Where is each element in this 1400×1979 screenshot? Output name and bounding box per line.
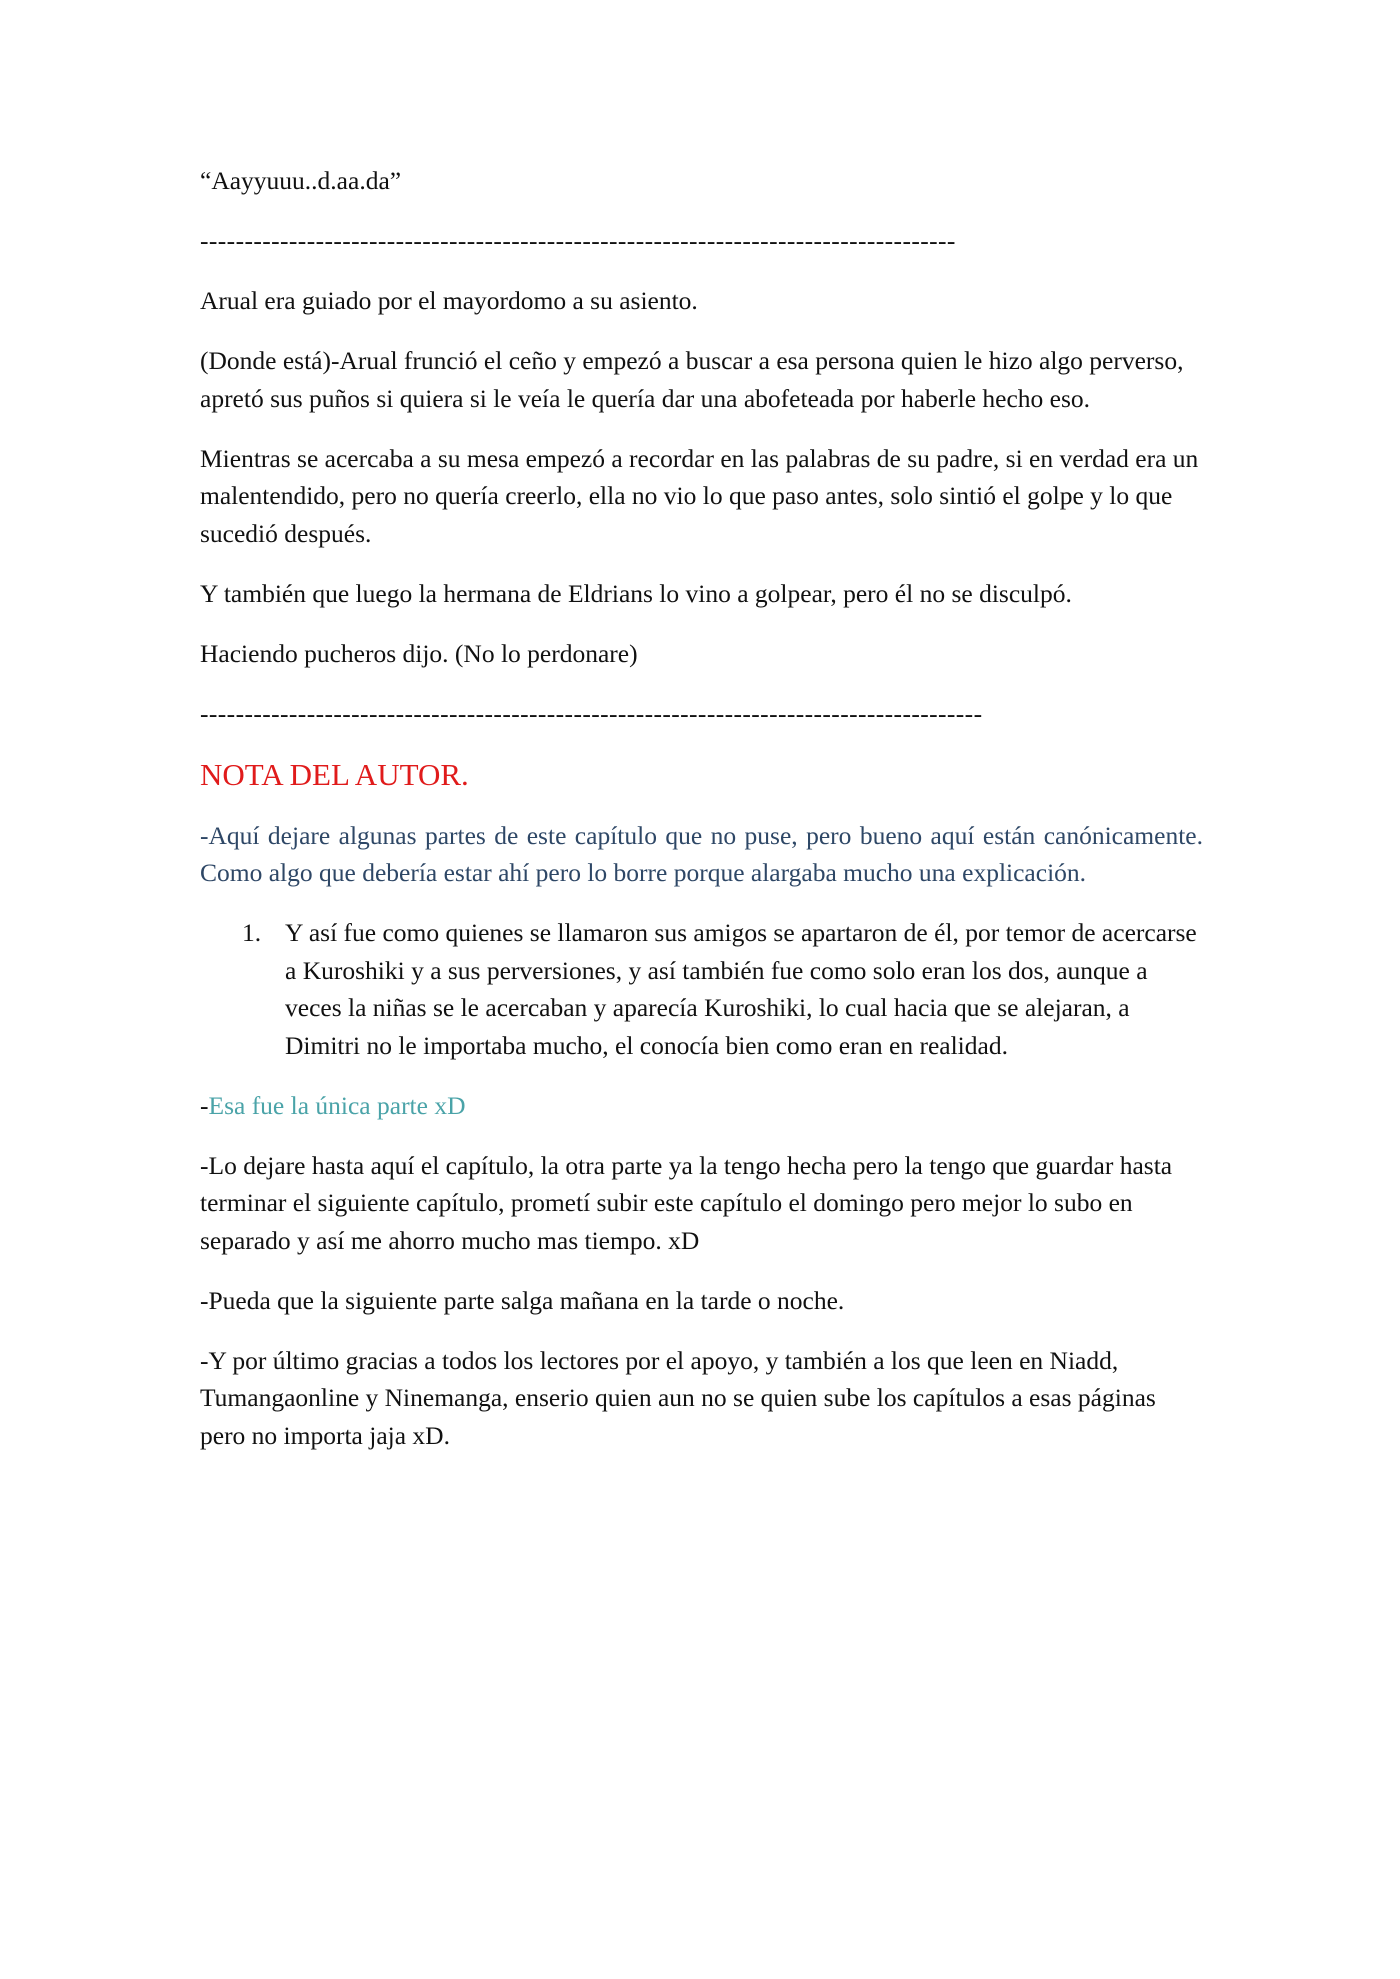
author-note-paragraph: -Y por último gracias a todos los lectores por el apoyo, y también a los que leen en Niadd, Tumangaonline y Ninemanga, enserio quien aun no se quien sube los capítulos a esas páginas pero no importa jaja xD. [200,1345,1156,1450]
list-item-number: 1. [242,918,262,947]
story-paragraph: Haciendo pucheros dijo. (No lo perdonare) [200,638,638,668]
list-item [200,914,1203,1064]
separator-line: ---------------------------------------------------------------------------------------- [200,698,983,728]
separator-line: ------------------------------------------------------------------------------------- [200,226,956,255]
story-paragraph: Y también que luego la hermana de Eldrians lo vino a golpear, pero él no se disculpó. [200,578,1072,608]
story-paragraph: Arual era guiado por el mayordomo a su asiento. [200,286,698,315]
author-note-intro: -Aquí dejare algunas partes de este capítulo que no puse, pero bueno aquí están canónicamente. Como algo que debería estar ahí pero lo borre porque alargaba mucho una explicación. [200,820,1203,887]
story-paragraph: (Donde está)-Arual frunció el ceño y empezó a buscar a esa persona quien le hizo algo perverso, apretó sus puños si quiera si le veía le quería dar una abofeteada por haberle hecho eso. [200,346,1184,413]
only-part-text: Esa fue la única parte xD [208,1090,466,1120]
dialogue-line: “Aayyuuu..d.aa.da” [200,166,402,195]
document-page [200,162,1203,1477]
author-note-paragraph: -Lo dejare hasta aquí el capítulo, la otra parte ya la tengo hecha pero la tengo que guardar hasta terminar el siguiente capítulo, prometí subir este capítulo el domingo pero mejor lo subo en separado y así me ahorro mucho mas tiempo. xD [200,1150,1173,1255]
story-paragraph: Mientras se acercaba a su mesa empezó a recordar en las palabras de su padre, si en verdad era un malentendido, pero no quería creerlo, ella no vio lo que paso antes, solo sintió el golpe y lo que sucedió después. [200,443,1199,548]
only-part-note [200,1087,1203,1125]
list-item-text: Y así fue como quienes se llamaron sus amigos se apartaron de él, por temor de acercarse a Kuroshiki y a sus perversiones, y así también fue como solo eran los dos, aunque a veces la niñas se le acercaban y aparecía Kuroshiki, lo cual hacia que se alejaran, a Dimitri no le importaba mucho, el conocía bien como eran en realidad. [285,918,1197,1060]
only-part-prefix: - [200,1090,209,1120]
author-note-heading: NOTA DEL AUTOR. [200,756,469,792]
author-note-list [200,914,1203,1064]
author-note-paragraph: -Pueda que la siguiente parte salga mañana en la tarde o noche. [200,1285,845,1315]
